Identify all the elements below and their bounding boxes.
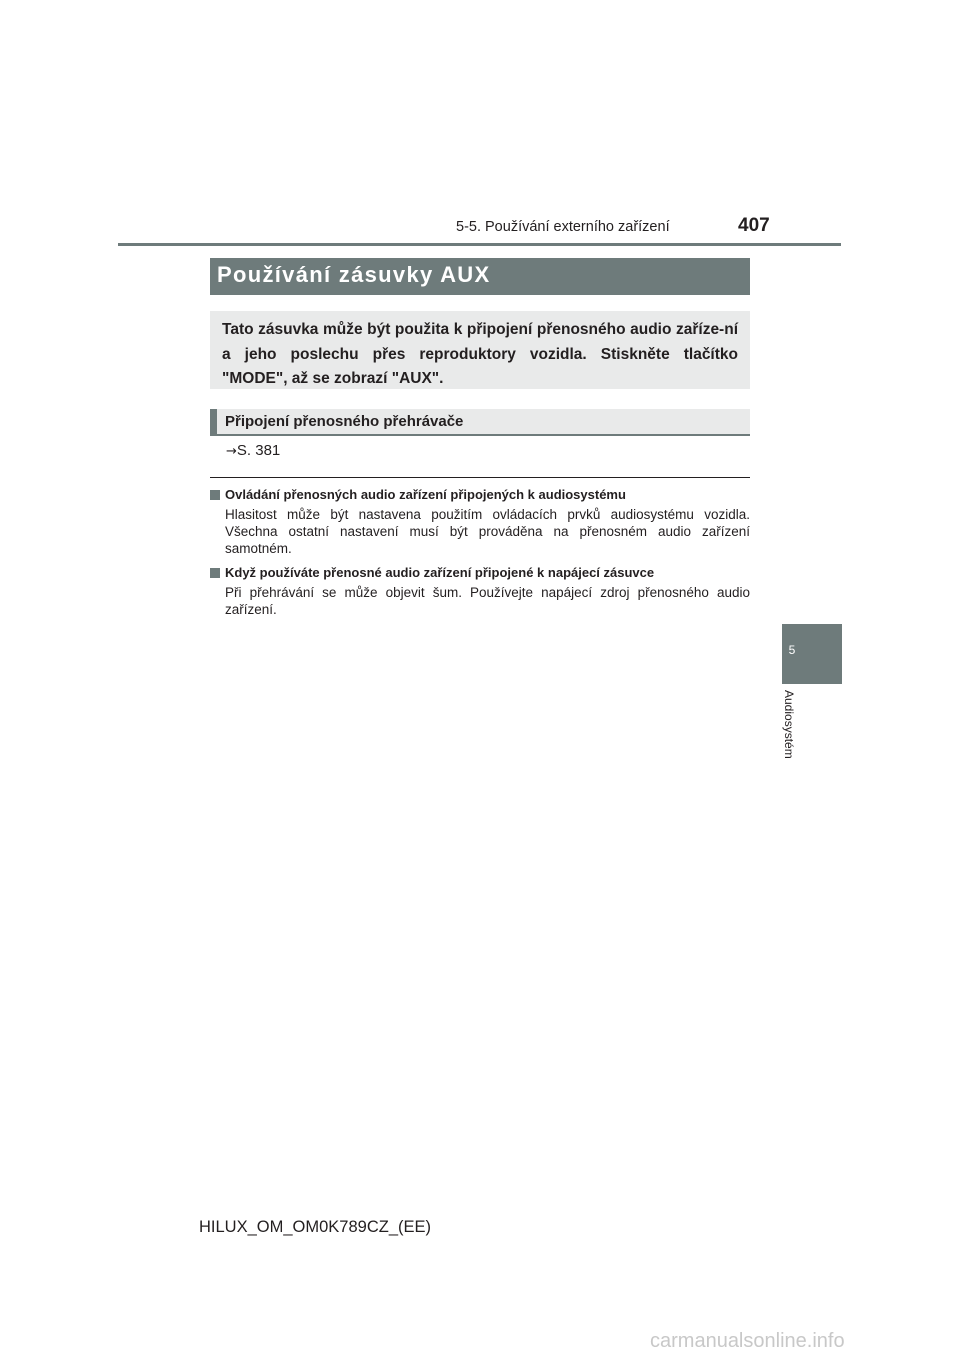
square-bullet-icon: [210, 568, 220, 578]
section-title: Používání zásuvky AUX: [217, 262, 491, 287]
chapter-number: 5: [788, 643, 796, 657]
header-section-title: 5-5. Používání externího zařízení: [456, 219, 670, 235]
note-heading: [210, 565, 750, 580]
note-heading: [210, 487, 750, 502]
intro-box: [210, 311, 750, 389]
header-divider: [118, 243, 841, 246]
note-item: [210, 487, 750, 557]
note-heading-text: Ovládání přenosných audio zařízení připojených k audiosystému: [225, 487, 626, 502]
chapter-tab: [782, 624, 842, 684]
note-heading-text: Když používáte přenosné audio zařízení připojené k napájecí zásuvce: [225, 565, 655, 580]
document-code: HILUX_OM_OM0K789CZ_(EE): [199, 1218, 431, 1236]
note-body: Hlasitost může být nastavena použitím ovládacích prvků audiosystému vozidla. Všechna ostatní nastavení musí být prováděna na přenosném audio zařízení samotném.: [225, 507, 750, 556]
watermark: carmanualsonline.info: [650, 1330, 845, 1352]
page-reference[interactable]: [226, 442, 280, 459]
square-bullet-icon: [210, 490, 220, 500]
subsection-title: Připojení přenosného přehrávače: [225, 413, 464, 430]
chapter-label-text: Audiosystém: [782, 690, 796, 759]
note-body: Při přehrávání se může objevit šum. Používejte napájecí zdroj přenosného audio zařízení.: [225, 585, 750, 617]
page-number: 407: [738, 215, 770, 236]
intro-text: Tato zásuvka může být použita k připojení přenosného audio zaříze-ní a jeho poslechu přes reproduktory vozidla. Stiskněte tlačítko "MODE", až se zobrazí "AUX".: [222, 321, 738, 387]
page-reference-text[interactable]: S. 381: [236, 442, 281, 459]
subsection-accent: [210, 409, 217, 436]
subsection-header: [210, 409, 750, 436]
notes-divider: [210, 477, 750, 478]
section-title-bar: [210, 258, 750, 295]
chapter-label: [776, 690, 806, 790]
note-item: [210, 565, 750, 618]
arrow-right-icon: →: [226, 444, 237, 459]
